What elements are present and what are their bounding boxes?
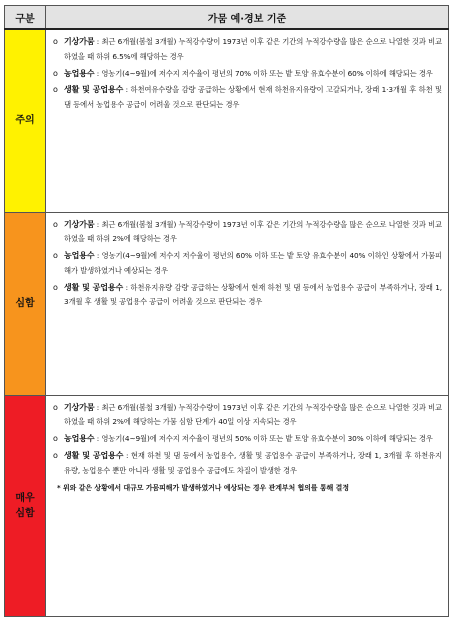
bullet-icon: o [53, 85, 58, 95]
header-category: 구분 [5, 6, 46, 30]
bullet-icon: o [53, 450, 58, 460]
criteria-item-weather [53, 218, 442, 248]
level-label-text: 심함 [15, 298, 35, 309]
bullet-icon: o [53, 434, 58, 444]
criteria-item-weather [53, 35, 442, 65]
criteria-item-agriculture [53, 432, 442, 447]
level-row-severe [5, 212, 449, 395]
criteria-cell-caution [46, 29, 449, 212]
criteria-text: : 최근 6개월(봄철 3개월) 누적강수량이 1973년 이후 같은 기간의 누적강수량을 많은 순으로 나열한 것과 비교하였을 때 하위 2%에 해당하는 경우 [64, 219, 442, 244]
bullet-icon: o [53, 402, 58, 412]
level-label-severe [5, 212, 46, 395]
criteria-label: 농업용수 [64, 68, 95, 78]
criteria-label: 생활 및 공업용수 [64, 450, 124, 460]
criteria-text: : 영농기(4~9월)에 저수지 저수율이 평년의 50% 이하 또는 밭 토양 유효수분이 30% 이하에 해당되는 경우 [94, 434, 433, 444]
criteria-label: 농업용수 [64, 251, 95, 261]
level-label-line-1: 매우 [15, 492, 35, 504]
criteria-label: 기상가뭄 [64, 37, 95, 46]
bullet-icon: o [53, 282, 58, 292]
table-header-row [5, 6, 449, 30]
criteria-text: : 하천유지유량 감량 공급하는 상황에서 현재 하천 및 댐 등에서 농업용수 공급이 부족하거나, 장래 1, 3개월 후 생활 및 공업용수 공급이 어려울 것으로 판단되는 경우 [64, 282, 442, 307]
drought-warning-criteria-table-frame [4, 5, 448, 597]
level-label-line-2: 심함 [15, 507, 35, 519]
criteria-text: : 하천여유수량을 감량 공급하는 상황에서 현재 하천유지유량이 고갈되거나, 장래 1·3개월 후 하천 및 댐 등에서 농업용수 공급이 어려울 것으로 판단되는 경우 [64, 85, 442, 110]
criteria-text: : 현재 하천 및 댐 등에서 농업용수, 생활 및 공업용수 공급이 부족하거나, 장래 1, 3개월 후 하천유지유량, 농업용수 뿐만 아니라 생활 및 공업용수 공급에도 차질이 발생한 경우 [64, 450, 442, 475]
criteria-label: 농업용수 [64, 434, 95, 444]
criteria-text: : 최근 6개월(봄철 3개월) 누적강수량이 1973년 이후 같은 기간의 누적강수량을 많은 순으로 나열한 것과 비교하였을 때 하위 2%에 해당하는 가뭄 심함 단계가 40일 이상 지속되는 경우 [64, 402, 442, 427]
criteria-label: 생활 및 공업용수 [64, 85, 124, 95]
bullet-icon: o [53, 251, 58, 261]
bullet-icon: o [53, 37, 58, 46]
criteria-label: 기상가뭄 [64, 402, 95, 412]
level-row-very-severe [5, 395, 449, 616]
level-label-very-severe [5, 395, 46, 616]
header-criteria: 가뭄 예·경보 기준 [46, 6, 449, 30]
level-row-caution [5, 29, 449, 212]
criteria-text: : 최근 6개월(봄철 3개월) 누적강수량이 1973년 이후 같은 기간의 누적강수량을 많은 순으로 나열한 것과 비교하였을 때 하위 6.5%에 해당하는 경우 [64, 37, 442, 61]
criteria-text: : 영농기(4~9월)에 저수지 저수율이 평년의 70% 이하 또는 밭 토양 유효수분이 60% 이하에 해당되는 경우 [94, 68, 433, 78]
bullet-icon: o [53, 219, 58, 229]
level-label-caution [5, 29, 46, 212]
criteria-item-weather [53, 401, 442, 431]
criteria-label: 기상가뭄 [64, 219, 95, 229]
criteria-text: : 영농기(4~9월)에 저수지 저수율이 평년의 60% 이하 또는 밭 토양 유효수분이 40% 이하인 상황에서 가뭄피해가 발생하였거나 예상되는 경우 [64, 251, 442, 275]
criteria-cell-very-severe [46, 395, 449, 616]
criteria-label: 생활 및 공업용수 [64, 282, 124, 292]
criteria-item-domestic-industrial [53, 281, 442, 311]
drought-warning-criteria-table [4, 5, 449, 617]
criteria-item-domestic-industrial [53, 449, 442, 479]
criteria-item-domestic-industrial [53, 83, 442, 113]
footnote: * 위와 같은 상황에서 대규모 가뭄피해가 발생하였거나 예상되는 경우 관계부처 협의를 통해 결정 [57, 484, 349, 493]
criteria-item-agriculture [53, 67, 442, 82]
level-label-text: 주의 [15, 115, 35, 127]
criteria-cell-severe [46, 212, 449, 395]
criteria-item-agriculture [53, 249, 442, 279]
bullet-icon: o [53, 68, 58, 78]
